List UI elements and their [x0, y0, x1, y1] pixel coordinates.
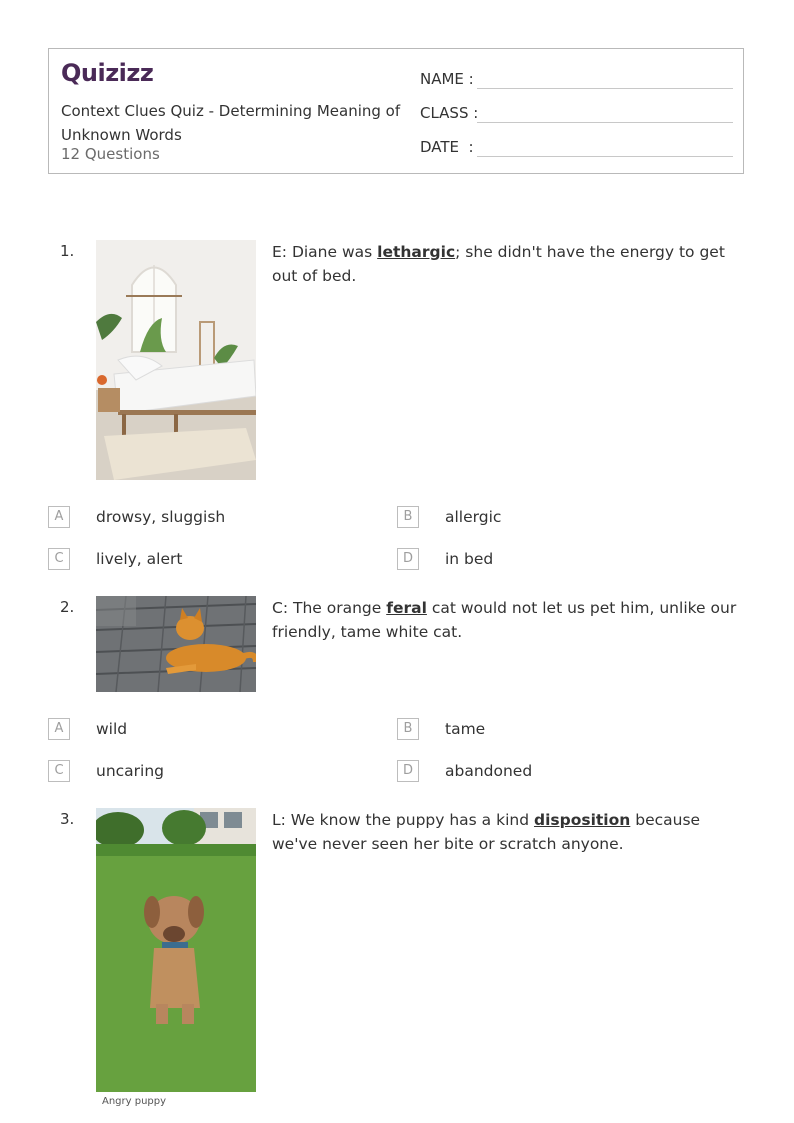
question-count: 12 Questions — [61, 145, 160, 163]
class-field[interactable] — [420, 102, 733, 124]
date-field[interactable] — [420, 136, 733, 158]
option-text[interactable]: tame — [445, 720, 486, 738]
option-letter-c[interactable]: C — [48, 760, 70, 782]
keyword: lethargic — [377, 243, 456, 261]
option-letter-d[interactable]: D — [397, 760, 419, 782]
option-text[interactable]: allergic — [445, 508, 502, 526]
option-letter-a[interactable]: A — [48, 718, 70, 740]
question-number: 3. — [60, 810, 75, 828]
question-prefix: E: Diane was — [272, 243, 378, 261]
worksheet-header — [48, 48, 744, 174]
question-text — [272, 596, 742, 644]
worksheet-title: Context Clues Quiz - Determining Meaning of Unknown Words — [61, 102, 401, 144]
question-number: 1. — [60, 242, 75, 260]
question-image-puppy — [96, 808, 256, 1092]
question-suffix: because we've never seen her bite or scratch anyone. — [272, 811, 701, 853]
keyword: feral — [386, 599, 427, 617]
class-label: CLASS : — [420, 104, 479, 122]
date-line — [477, 156, 733, 157]
date-label: DATE : — [420, 138, 474, 156]
option-text[interactable]: lively, alert — [96, 550, 183, 568]
name-label: NAME : — [420, 70, 474, 88]
question-prefix: C: The orange — [272, 599, 387, 617]
option-letter-b[interactable]: B — [397, 718, 419, 740]
question-number: 2. — [60, 598, 75, 616]
option-letter-b[interactable]: B — [397, 506, 419, 528]
class-line — [477, 122, 733, 123]
option-text[interactable]: abandoned — [445, 762, 533, 780]
question-image-bedroom — [96, 240, 256, 480]
name-field[interactable] — [420, 68, 733, 90]
question-image-cat — [96, 596, 256, 692]
keyword: disposition — [533, 811, 631, 829]
option-letter-a[interactable]: A — [48, 506, 70, 528]
question-suffix: ; she didn't have the energy to get out of bed. — [272, 243, 725, 285]
option-text[interactable]: in bed — [445, 550, 494, 568]
option-letter-d[interactable]: D — [397, 548, 419, 570]
image-caption: Angry puppy — [102, 1096, 167, 1107]
question-text — [272, 808, 742, 856]
question-prefix: L: We know the puppy has a kind — [272, 811, 534, 829]
question-suffix: cat would not let us pet him, unlike our friendly, tame white cat. — [272, 599, 737, 641]
question-text — [272, 240, 742, 288]
name-line — [477, 88, 733, 89]
quizizz-logo: Quizizz — [61, 59, 154, 87]
option-text[interactable]: uncaring — [96, 762, 165, 780]
option-text[interactable]: drowsy, sluggish — [96, 508, 226, 526]
option-letter-c[interactable]: C — [48, 548, 70, 570]
option-text[interactable]: wild — [96, 720, 128, 738]
